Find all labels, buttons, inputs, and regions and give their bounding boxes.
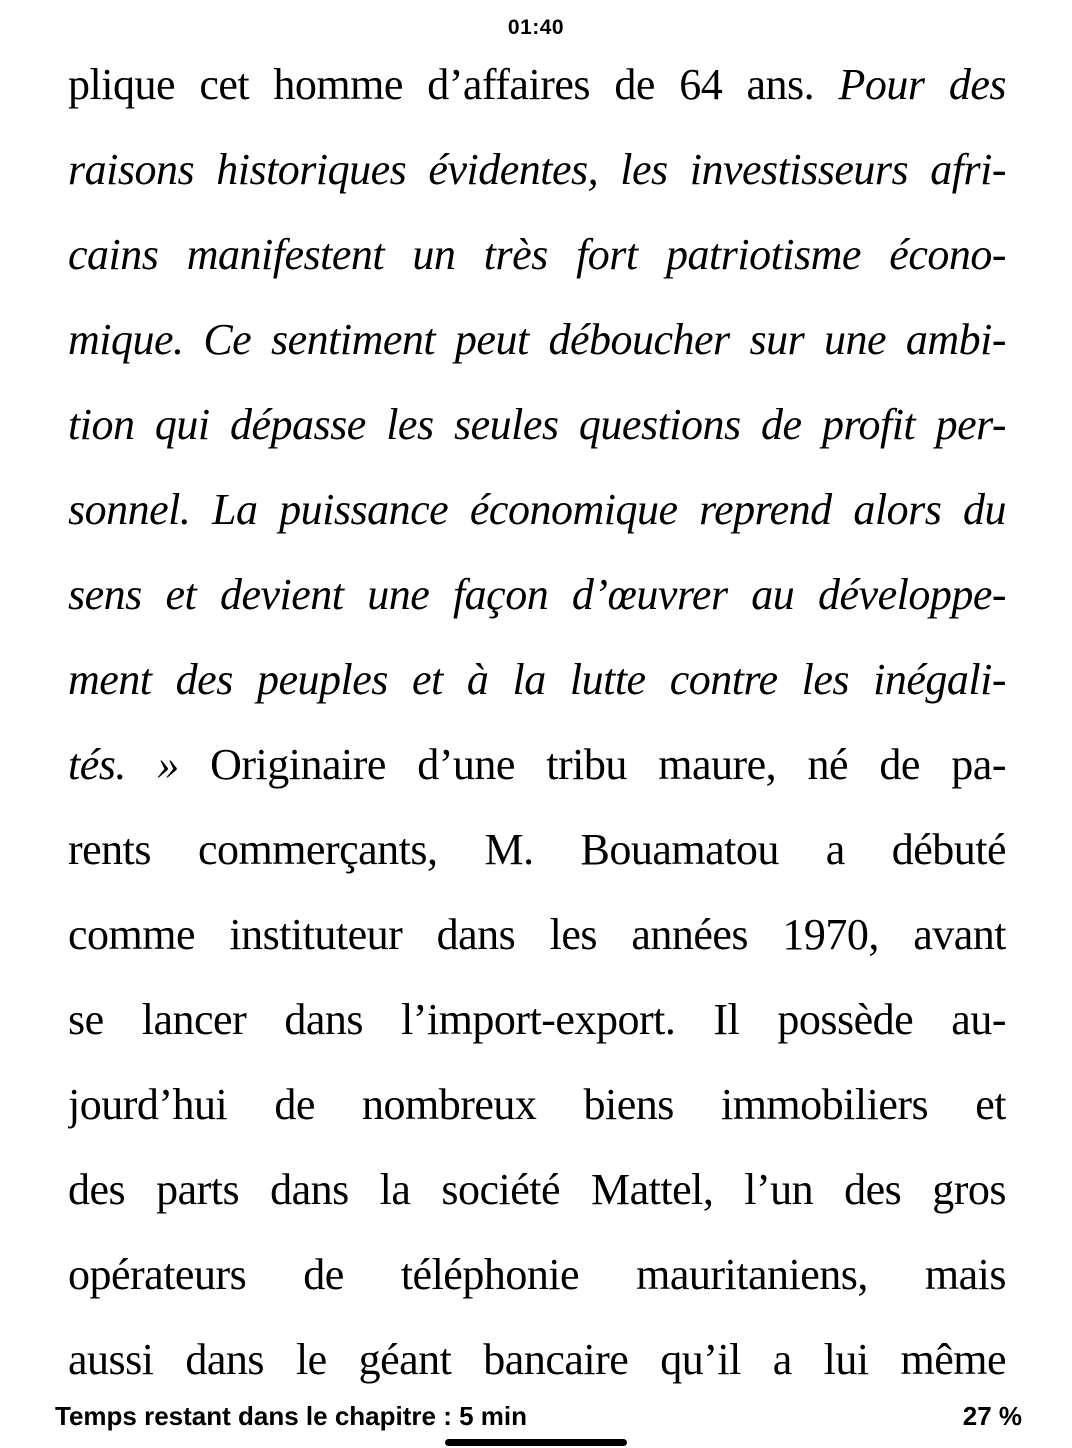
text-segment-italic: sonnel. La puissance économique reprend alors du [68, 485, 1006, 534]
text-segment-italic: tés. » [68, 740, 179, 789]
text-segment-italic: Pour des [838, 60, 1006, 109]
text-segment: Originaire d’une tribu maure, né de pa- [178, 740, 1006, 789]
body-line-2 [68, 127, 1006, 212]
text-segment-italic: tion qui dépasse les seules questions de profit per- [68, 400, 1006, 449]
body-line-12 [68, 977, 1006, 1062]
body-line-16 [68, 1317, 1006, 1402]
time-remaining-label: Temps restant dans le chapitre : 5 min [55, 1401, 527, 1432]
body-line-6 [68, 467, 1006, 552]
body-line-3 [68, 212, 1006, 297]
body-line-14 [68, 1147, 1006, 1232]
text-segment: plique cet homme d’affaires de 64 ans. [68, 60, 839, 109]
progress-percent: 27 % [962, 1401, 1022, 1432]
text-segment-italic: mique. Ce sentiment peut déboucher sur une ambi- [68, 315, 1006, 364]
text-segment: des parts dans la société Mattel, l’un des gros [68, 1165, 1006, 1214]
home-indicator-bar[interactable] [445, 1439, 627, 1446]
status-clock: 01:40 [507, 16, 565, 39]
text-segment: opérateurs de téléphonie mauritaniens, mais [68, 1250, 1006, 1299]
text-segment-italic: raisons historiques évidentes, les investisseurs afri- [68, 145, 1006, 194]
body-line-11 [68, 892, 1006, 977]
body-line-1 [68, 42, 1006, 127]
page-text-area[interactable] [68, 42, 1006, 1402]
text-segment: comme instituteur dans les années 1970, avant [68, 910, 1006, 959]
body-line-10 [68, 807, 1006, 892]
text-segment: se lancer dans l’import-export. Il possède au- [68, 995, 1006, 1044]
body-line-4 [68, 297, 1006, 382]
text-segment: aussi dans le géant bancaire qu’il a lui même [68, 1335, 1006, 1384]
body-line-9 [68, 722, 1006, 807]
body-line-7 [68, 552, 1006, 637]
body-line-13 [68, 1062, 1006, 1147]
body-line-15 [68, 1232, 1006, 1317]
text-segment: rents commerçants, M. Bouamatou a débuté [68, 825, 1006, 874]
text-segment: jourd’hui de nombreux biens immobiliers et [68, 1080, 1006, 1129]
reader-footer [55, 1402, 1022, 1432]
text-segment-italic: sens et devient une façon d’œuvrer au développe- [68, 570, 1006, 619]
body-line-8 [68, 637, 1006, 722]
text-segment-italic: ment des peuples et à la lutte contre les inégali- [68, 655, 1006, 704]
text-segment-italic: cains manifestent un très fort patriotisme écono- [68, 230, 1006, 279]
body-line-5 [68, 382, 1006, 467]
